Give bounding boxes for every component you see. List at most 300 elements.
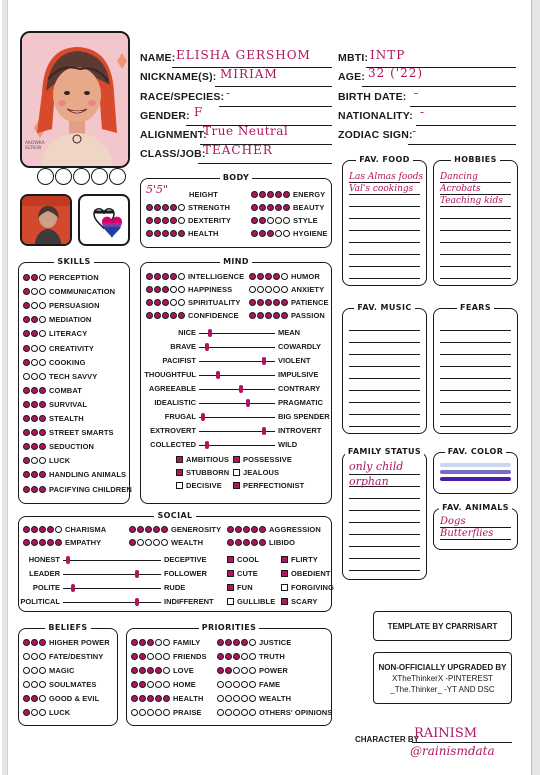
- social-slider[interactable]: [32, 583, 186, 593]
- rating-dot-filled[interactable]: [259, 539, 266, 546]
- rating-dot-filled[interactable]: [39, 526, 46, 533]
- rating-dots[interactable]: [146, 204, 185, 211]
- slider-knob[interactable]: [201, 413, 205, 421]
- rating-dot-empty[interactable]: [241, 653, 248, 660]
- rating-dot-filled[interactable]: [225, 639, 232, 646]
- rating-dot-empty[interactable]: [31, 359, 38, 366]
- rating-dots[interactable]: [249, 299, 288, 306]
- rating-dot-empty[interactable]: [155, 653, 162, 660]
- rating-dot-filled[interactable]: [146, 299, 153, 306]
- rating-dot-empty[interactable]: [147, 681, 154, 688]
- rating-dot-filled[interactable]: [146, 312, 153, 319]
- rating-dot-filled[interactable]: [31, 639, 38, 646]
- rating-dots[interactable]: [23, 653, 46, 660]
- rating-dot-empty[interactable]: [163, 639, 170, 646]
- rating-dot-filled[interactable]: [259, 191, 266, 198]
- rating-dot-filled[interactable]: [233, 653, 240, 660]
- rating-dot-filled[interactable]: [235, 539, 242, 546]
- mind-check[interactable]: [233, 455, 292, 464]
- mind-check[interactable]: [233, 468, 279, 477]
- slider-track[interactable]: [63, 602, 161, 603]
- social-check[interactable]: [227, 555, 259, 564]
- rating-dot-empty[interactable]: [31, 681, 38, 688]
- rating-dot-filled[interactable]: [259, 230, 266, 237]
- rating-dot-empty[interactable]: [217, 709, 224, 716]
- rating-dot-filled[interactable]: [139, 681, 146, 688]
- rating-dot-filled[interactable]: [47, 539, 54, 546]
- rating-dot-empty[interactable]: [178, 299, 185, 306]
- checkbox-empty[interactable]: [227, 598, 234, 605]
- slider-track[interactable]: [199, 445, 275, 446]
- rating-dot-empty[interactable]: [249, 286, 256, 293]
- rating-dot-empty[interactable]: [145, 539, 152, 546]
- rating-dot-filled[interactable]: [23, 526, 30, 533]
- slider-knob[interactable]: [135, 598, 139, 606]
- rating-dot-filled[interactable]: [39, 486, 46, 493]
- rating-dots[interactable]: [251, 191, 290, 198]
- slider-track[interactable]: [199, 417, 275, 418]
- rating-dot-filled[interactable]: [39, 639, 46, 646]
- rating-dot-filled[interactable]: [31, 316, 38, 323]
- rating-dot-empty[interactable]: [39, 359, 46, 366]
- rating-dot-empty[interactable]: [178, 273, 185, 280]
- rating-dot-filled[interactable]: [162, 299, 169, 306]
- fav-music-lines[interactable]: [349, 319, 420, 427]
- rating-dot-filled[interactable]: [154, 217, 161, 224]
- rating-dots[interactable]: [249, 273, 288, 280]
- rating-dots[interactable]: [23, 429, 46, 436]
- social-slider[interactable]: [28, 555, 207, 565]
- rating-dots[interactable]: [146, 312, 185, 319]
- rating-dot-filled[interactable]: [281, 312, 288, 319]
- rating-dot-filled[interactable]: [235, 526, 242, 533]
- checkbox-checked[interactable]: [227, 584, 234, 591]
- slider-knob[interactable]: [216, 371, 220, 379]
- rating-dot-empty[interactable]: [281, 286, 288, 293]
- rating-dot-filled[interactable]: [31, 471, 38, 478]
- rating-dots[interactable]: [23, 373, 46, 380]
- rating-dots[interactable]: [23, 330, 46, 337]
- rating-dot-filled[interactable]: [259, 526, 266, 533]
- rating-dot-filled[interactable]: [23, 695, 30, 702]
- rating-dot-filled[interactable]: [129, 526, 136, 533]
- rating-dot-filled[interactable]: [155, 695, 162, 702]
- rating-dot-empty[interactable]: [265, 286, 272, 293]
- rating-dot-filled[interactable]: [47, 526, 54, 533]
- rating-dot-filled[interactable]: [162, 230, 169, 237]
- rating-dot-empty[interactable]: [249, 667, 256, 674]
- rating-dots[interactable]: [146, 299, 185, 306]
- rating-dot-filled[interactable]: [23, 330, 30, 337]
- rating-dot-filled[interactable]: [146, 230, 153, 237]
- rating-dot-filled[interactable]: [162, 217, 169, 224]
- rating-dot-empty[interactable]: [241, 681, 248, 688]
- rating-dot-filled[interactable]: [23, 274, 30, 281]
- rating-dot-empty[interactable]: [39, 302, 46, 309]
- rating-dot-empty[interactable]: [147, 653, 154, 660]
- rating-dot-empty[interactable]: [267, 217, 274, 224]
- rating-dot-filled[interactable]: [283, 191, 290, 198]
- rating-dot-filled[interactable]: [225, 667, 232, 674]
- rating-dots[interactable]: [217, 639, 256, 646]
- rating-dot-filled[interactable]: [39, 443, 46, 450]
- rating-dots[interactable]: [146, 273, 185, 280]
- rating-dot-filled[interactable]: [23, 457, 30, 464]
- rating-dot-filled[interactable]: [23, 639, 30, 646]
- rating-dot-empty[interactable]: [137, 539, 144, 546]
- birth-field[interactable]: [410, 91, 516, 107]
- rating-dots[interactable]: [23, 387, 46, 394]
- rating-dot-filled[interactable]: [31, 387, 38, 394]
- rating-dot-filled[interactable]: [31, 526, 38, 533]
- rating-dot-filled[interactable]: [139, 653, 146, 660]
- rating-dots[interactable]: [23, 681, 46, 688]
- rating-dots[interactable]: [131, 653, 170, 660]
- rating-dots[interactable]: [129, 539, 168, 546]
- slider-knob[interactable]: [262, 427, 266, 435]
- rating-dot-filled[interactable]: [39, 415, 46, 422]
- rating-dot-empty[interactable]: [249, 709, 256, 716]
- rating-dot-filled[interactable]: [23, 316, 30, 323]
- checkbox-empty[interactable]: [281, 584, 288, 591]
- rating-dot-filled[interactable]: [39, 429, 46, 436]
- rating-dot-empty[interactable]: [241, 709, 248, 716]
- rating-dot-filled[interactable]: [23, 429, 30, 436]
- rating-dot-empty[interactable]: [233, 667, 240, 674]
- slider-knob[interactable]: [135, 570, 139, 578]
- rating-dot-filled[interactable]: [23, 288, 30, 295]
- rating-dot-filled[interactable]: [31, 401, 38, 408]
- rating-dot-filled[interactable]: [170, 217, 177, 224]
- rating-dot-filled[interactable]: [281, 299, 288, 306]
- rating-dots[interactable]: [23, 316, 46, 323]
- checkbox-empty[interactable]: [176, 482, 183, 489]
- rating-dot-filled[interactable]: [273, 299, 280, 306]
- rating-dot-filled[interactable]: [31, 695, 38, 702]
- rating-dot-filled[interactable]: [31, 415, 38, 422]
- mind-slider[interactable]: [170, 342, 322, 352]
- mind-check[interactable]: [176, 455, 229, 464]
- rating-dot-filled[interactable]: [267, 204, 274, 211]
- rating-dot-empty[interactable]: [217, 681, 224, 688]
- rating-dot-filled[interactable]: [217, 653, 224, 660]
- rating-dot-empty[interactable]: [257, 286, 264, 293]
- rating-dot-filled[interactable]: [23, 539, 30, 546]
- rating-dots[interactable]: [227, 526, 266, 533]
- rating-dot-filled[interactable]: [131, 639, 138, 646]
- slider-knob[interactable]: [246, 399, 250, 407]
- rating-dot-filled[interactable]: [259, 204, 266, 211]
- rating-dot-filled[interactable]: [267, 191, 274, 198]
- rating-dot-filled[interactable]: [147, 667, 154, 674]
- rating-dots[interactable]: [131, 695, 170, 702]
- rating-dot-empty[interactable]: [39, 345, 46, 352]
- rating-dot-filled[interactable]: [154, 312, 161, 319]
- rating-dot-filled[interactable]: [137, 526, 144, 533]
- rating-dots[interactable]: [23, 539, 62, 546]
- rating-dot-empty[interactable]: [225, 695, 232, 702]
- rating-dot-filled[interactable]: [39, 539, 46, 546]
- rating-dot-filled[interactable]: [23, 401, 30, 408]
- mind-slider[interactable]: [150, 440, 298, 450]
- rating-dot-filled[interactable]: [251, 526, 258, 533]
- rating-dot-empty[interactable]: [147, 709, 154, 716]
- slider-track[interactable]: [63, 574, 161, 575]
- rating-dot-filled[interactable]: [161, 526, 168, 533]
- rating-dot-empty[interactable]: [241, 667, 248, 674]
- rating-dot-empty[interactable]: [55, 526, 62, 533]
- rating-dot-filled[interactable]: [259, 217, 266, 224]
- mind-slider[interactable]: [150, 426, 322, 436]
- rating-dot-empty[interactable]: [225, 709, 232, 716]
- rating-dots[interactable]: [251, 217, 290, 224]
- rating-dot-empty[interactable]: [161, 539, 168, 546]
- rating-dot-filled[interactable]: [147, 695, 154, 702]
- rating-dot-filled[interactable]: [154, 204, 161, 211]
- rating-dot-filled[interactable]: [251, 230, 258, 237]
- rating-dot-filled[interactable]: [241, 639, 248, 646]
- rating-dot-filled[interactable]: [23, 359, 30, 366]
- rating-dot-empty[interactable]: [23, 373, 30, 380]
- rating-dots[interactable]: [23, 288, 46, 295]
- checkbox-checked[interactable]: [176, 469, 183, 476]
- rating-dot-filled[interactable]: [55, 539, 62, 546]
- rating-dot-empty[interactable]: [39, 274, 46, 281]
- rating-dots[interactable]: [23, 667, 46, 674]
- rating-dot-empty[interactable]: [131, 709, 138, 716]
- rating-dots[interactable]: [23, 639, 46, 646]
- slider-track[interactable]: [199, 389, 275, 390]
- rating-dot-filled[interactable]: [131, 667, 138, 674]
- rating-dot-filled[interactable]: [154, 299, 161, 306]
- rating-dot-empty[interactable]: [217, 695, 224, 702]
- rating-dots[interactable]: [227, 539, 266, 546]
- slider-knob[interactable]: [262, 357, 266, 365]
- slider-track[interactable]: [199, 375, 275, 376]
- rating-dots[interactable]: [251, 204, 290, 211]
- slider-track[interactable]: [199, 347, 275, 348]
- rating-dot-empty[interactable]: [31, 457, 38, 464]
- rating-dot-filled[interactable]: [31, 486, 38, 493]
- rating-dot-empty[interactable]: [23, 681, 30, 688]
- rating-dot-filled[interactable]: [23, 387, 30, 394]
- rating-dot-filled[interactable]: [154, 286, 161, 293]
- rating-dot-empty[interactable]: [39, 709, 46, 716]
- rating-dot-filled[interactable]: [23, 709, 30, 716]
- rating-dot-empty[interactable]: [31, 302, 38, 309]
- rating-dot-empty[interactable]: [39, 457, 46, 464]
- rating-dot-filled[interactable]: [170, 273, 177, 280]
- rating-dot-empty[interactable]: [139, 709, 146, 716]
- rating-dot-filled[interactable]: [265, 299, 272, 306]
- rating-dot-empty[interactable]: [178, 217, 185, 224]
- rating-dot-filled[interactable]: [23, 471, 30, 478]
- rating-dots[interactable]: [146, 230, 185, 237]
- social-check[interactable]: [281, 583, 334, 592]
- mind-check[interactable]: [176, 481, 222, 490]
- rating-dot-filled[interactable]: [154, 273, 161, 280]
- rating-dot-filled[interactable]: [170, 230, 177, 237]
- rating-dot-empty[interactable]: [163, 667, 170, 674]
- rating-dot-empty[interactable]: [249, 639, 256, 646]
- rating-dots[interactable]: [23, 415, 46, 422]
- rating-dots[interactable]: [129, 526, 168, 533]
- rating-dot-empty[interactable]: [23, 667, 30, 674]
- slider-knob[interactable]: [71, 584, 75, 592]
- rating-dot-filled[interactable]: [273, 273, 280, 280]
- slider-knob[interactable]: [205, 441, 209, 449]
- rating-dot-filled[interactable]: [227, 539, 234, 546]
- rating-dots[interactable]: [217, 681, 256, 688]
- slider-track[interactable]: [199, 403, 275, 404]
- rating-dot-filled[interactable]: [251, 204, 258, 211]
- rating-dot-filled[interactable]: [170, 312, 177, 319]
- rating-dot-empty[interactable]: [281, 273, 288, 280]
- rating-dot-empty[interactable]: [155, 709, 162, 716]
- rating-dot-filled[interactable]: [225, 653, 232, 660]
- rating-dot-filled[interactable]: [217, 667, 224, 674]
- checkbox-checked[interactable]: [176, 456, 183, 463]
- rating-dot-filled[interactable]: [131, 653, 138, 660]
- rating-dot-filled[interactable]: [162, 273, 169, 280]
- rating-dot-empty[interactable]: [39, 288, 46, 295]
- rating-dot-filled[interactable]: [227, 526, 234, 533]
- rating-dot-empty[interactable]: [39, 667, 46, 674]
- social-check[interactable]: [227, 597, 275, 606]
- rating-dot-filled[interactable]: [162, 286, 169, 293]
- race-field[interactable]: [219, 91, 332, 107]
- slider-track[interactable]: [63, 588, 161, 589]
- rating-dots[interactable]: [23, 709, 46, 716]
- zodiac-field[interactable]: [408, 129, 516, 145]
- mind-slider[interactable]: [178, 328, 301, 338]
- rating-dot-filled[interactable]: [23, 345, 30, 352]
- rating-dot-filled[interactable]: [178, 230, 185, 237]
- rating-dot-empty[interactable]: [233, 695, 240, 702]
- rating-dot-filled[interactable]: [267, 230, 274, 237]
- rating-dot-filled[interactable]: [163, 695, 170, 702]
- rating-dot-empty[interactable]: [275, 217, 282, 224]
- rating-dot-empty[interactable]: [39, 695, 46, 702]
- rating-dot-empty[interactable]: [273, 286, 280, 293]
- mind-check[interactable]: [233, 481, 304, 490]
- rating-dots[interactable]: [23, 359, 46, 366]
- rating-dot-empty[interactable]: [31, 288, 38, 295]
- rating-dot-empty[interactable]: [153, 539, 160, 546]
- rating-dots[interactable]: [23, 486, 46, 493]
- rating-dot-filled[interactable]: [146, 217, 153, 224]
- checkbox-checked[interactable]: [227, 556, 234, 563]
- rating-dots[interactable]: [131, 681, 170, 688]
- rating-dot-filled[interactable]: [251, 191, 258, 198]
- rating-dot-empty[interactable]: [163, 653, 170, 660]
- rating-dot-filled[interactable]: [146, 204, 153, 211]
- rating-dot-filled[interactable]: [257, 273, 264, 280]
- checkbox-checked[interactable]: [227, 570, 234, 577]
- rating-dot-empty[interactable]: [31, 667, 38, 674]
- rating-dot-filled[interactable]: [257, 299, 264, 306]
- rating-dot-filled[interactable]: [131, 695, 138, 702]
- rating-dot-filled[interactable]: [249, 273, 256, 280]
- rating-dot-empty[interactable]: [155, 681, 162, 688]
- rating-dot-filled[interactable]: [31, 539, 38, 546]
- rating-dot-empty[interactable]: [233, 681, 240, 688]
- rating-dot-empty[interactable]: [155, 639, 162, 646]
- rating-dot-empty[interactable]: [283, 217, 290, 224]
- mind-slider[interactable]: [148, 384, 321, 394]
- rating-dots[interactable]: [217, 667, 256, 674]
- rating-dot-filled[interactable]: [31, 274, 38, 281]
- rating-dot-empty[interactable]: [170, 299, 177, 306]
- rating-dot-filled[interactable]: [129, 539, 136, 546]
- rating-dot-filled[interactable]: [217, 639, 224, 646]
- rating-dot-empty[interactable]: [31, 709, 38, 716]
- rating-dots[interactable]: [23, 695, 46, 702]
- rating-dots[interactable]: [23, 471, 46, 478]
- rating-dot-filled[interactable]: [154, 230, 161, 237]
- rating-dot-filled[interactable]: [275, 204, 282, 211]
- rating-dot-filled[interactable]: [265, 273, 272, 280]
- checkbox-checked[interactable]: [233, 456, 240, 463]
- rating-dot-filled[interactable]: [39, 471, 46, 478]
- rating-dots[interactable]: [23, 401, 46, 408]
- rating-dot-filled[interactable]: [170, 204, 177, 211]
- rating-dot-empty[interactable]: [241, 695, 248, 702]
- rating-dot-empty[interactable]: [275, 230, 282, 237]
- rating-dot-filled[interactable]: [31, 429, 38, 436]
- checkbox-checked[interactable]: [281, 598, 288, 605]
- rating-dot-empty[interactable]: [249, 681, 256, 688]
- rating-dot-empty[interactable]: [31, 373, 38, 380]
- rating-dot-empty[interactable]: [39, 681, 46, 688]
- rating-dot-filled[interactable]: [139, 695, 146, 702]
- rating-dot-empty[interactable]: [31, 345, 38, 352]
- rating-dot-filled[interactable]: [23, 486, 30, 493]
- rating-dots[interactable]: [251, 230, 290, 237]
- rating-dot-filled[interactable]: [243, 526, 250, 533]
- mind-check[interactable]: [176, 468, 229, 477]
- rating-dots[interactable]: [217, 709, 256, 716]
- rating-dot-filled[interactable]: [23, 302, 30, 309]
- rating-dot-empty[interactable]: [39, 373, 46, 380]
- rating-dot-empty[interactable]: [31, 653, 38, 660]
- rating-dot-empty[interactable]: [225, 681, 232, 688]
- rating-dots[interactable]: [23, 526, 62, 533]
- rating-dots[interactable]: [23, 443, 46, 450]
- rating-dot-empty[interactable]: [39, 330, 46, 337]
- rating-dot-filled[interactable]: [251, 217, 258, 224]
- rating-dots[interactable]: [249, 286, 288, 293]
- rating-dot-filled[interactable]: [251, 539, 258, 546]
- rating-dot-filled[interactable]: [249, 299, 256, 306]
- rating-dot-filled[interactable]: [146, 273, 153, 280]
- slider-knob[interactable]: [66, 556, 70, 564]
- checkbox-checked[interactable]: [281, 570, 288, 577]
- rating-dots[interactable]: [23, 457, 46, 464]
- rating-dots[interactable]: [249, 312, 288, 319]
- rating-dot-filled[interactable]: [147, 639, 154, 646]
- rating-dot-filled[interactable]: [155, 667, 162, 674]
- rating-dot-filled[interactable]: [153, 526, 160, 533]
- rating-dots[interactable]: [23, 345, 46, 352]
- social-check[interactable]: [281, 555, 318, 564]
- rating-dot-filled[interactable]: [243, 539, 250, 546]
- rating-dot-filled[interactable]: [275, 191, 282, 198]
- rating-dot-filled[interactable]: [178, 312, 185, 319]
- rating-dot-filled[interactable]: [257, 312, 264, 319]
- rating-dot-filled[interactable]: [233, 639, 240, 646]
- rating-dot-empty[interactable]: [163, 709, 170, 716]
